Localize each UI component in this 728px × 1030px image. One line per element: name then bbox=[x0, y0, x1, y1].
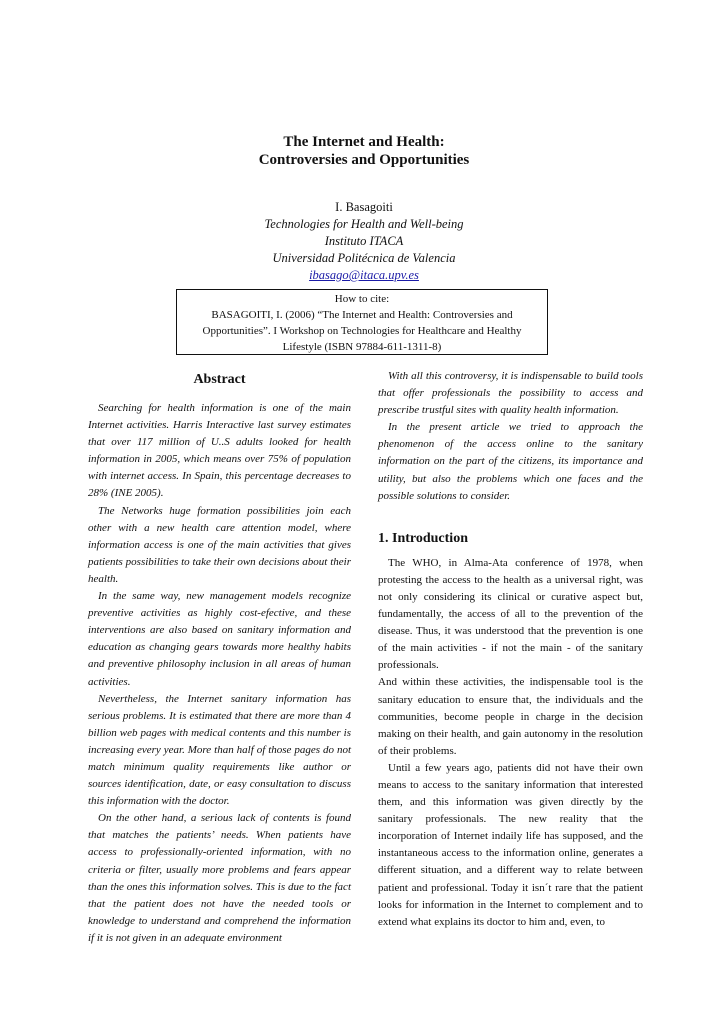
introduction-body bbox=[378, 555, 643, 931]
abstract-continued bbox=[378, 368, 643, 505]
citation-box bbox=[176, 289, 548, 355]
abstract-paragraph-6: With all this controversy, it is indispensable to build tools that offer professionals the possibility to access and prescribe trustful sites with quality health information. bbox=[378, 370, 643, 417]
abstract-body bbox=[88, 400, 351, 947]
abstract-paragraph-7: In the present article we tried to approach the phenomenon of the access online to the sanitary information on the part of the citizens, its importance and utility, but also the problems which one faces and the possible solutions to consider. bbox=[378, 421, 643, 502]
citation-line-2: Opportunities”. I Workshop on Technologies for Healthcare and Healthy bbox=[202, 325, 522, 337]
abstract-paragraph-5: On the other hand, a serious lack of contents is found that matches the patients’ needs. When patients have access to professionally-oriented information, with no criteria or filter, usually more problems and fears appear than the ones this information solves. This is due to the fact that the patient does not have the needed tools or knowledge to understand and comprehend the information if it is not given in an adequate environment bbox=[88, 812, 351, 944]
affiliation-line-3: Universidad Politécnica de Valencia bbox=[272, 251, 456, 265]
introduction-heading: 1. Introduction bbox=[378, 530, 468, 546]
left-column bbox=[88, 370, 351, 947]
affiliation-line-1: Technologies for Health and Well-being bbox=[264, 217, 464, 231]
citation-line-1: BASAGOITI, I. (2006) “The Internet and Health: Controversies and bbox=[211, 309, 513, 321]
intro-paragraph-1: The WHO, in Alma-Ata conference of 1978, when protesting the access to the health as a universal right, was not only considering its clinical or curative aspect but, fundamentally, the access of all to the prevention of the disease. Thus, it was understood that the prevention is one of the main activities - if not the main - of the sanitary professionals. bbox=[378, 556, 643, 672]
paper-title-line-2: Controversies and Opportunities bbox=[258, 152, 470, 168]
abstract-paragraph-4: Nevertheless, the Internet sanitary information has serious problems. It is estimated that there are more than 4 billion web pages with medical contents and this number is increasing every year. More than half of those pages do not match minimum quality requirements like author or sources identification, date, or easy consultation to discuss this information with the doctor. bbox=[88, 692, 351, 808]
citation-heading: How to cite: bbox=[334, 293, 390, 305]
abstract-heading: Abstract bbox=[193, 372, 246, 387]
abstract-paragraph-3: In the same way, new management models recognize preventive activities as highly cost-efective, and these interventions are also based on sanitary information and education as changing gears towards more healthy habits and preventive philosophy inclusion in all areas of human activities. bbox=[88, 590, 351, 688]
right-column bbox=[378, 368, 643, 931]
intro-paragraph-3: Until a few years ago, patients did not have their own means to access to the sanitary information that interested them, and this information was given directly by the sanitary professionals. The new reality that the incorporation of Internet indaily life has supposed, and the instantaneous access to the information online, generates a different situation, and a different way to relate between patient and professional. Today it isn´t rare that the patient looks for information in the Internet to complement and to extend what explains its doctor to him and, even, to bbox=[378, 761, 643, 928]
paper-title-line-1: The Internet and Health: bbox=[283, 134, 445, 150]
citation-line-3: Lifestyle (ISBN 97884-611-1311-8) bbox=[282, 341, 442, 353]
abstract-paragraph-2: The Networks huge formation possibilities join each other with a new health care attention model, where information access is one of the main activities that gives patients possibilities to take their own decisions about their health. bbox=[88, 504, 351, 585]
author-name: I. Basagoiti bbox=[335, 200, 393, 214]
intro-paragraph-2: And within these activities, the indispensable tool is the sanitary education to ensure that, the individuals and the communities, become people in charge in the decision making on their health, and gain autonomy in the resolution of their problems. bbox=[378, 676, 643, 757]
author-block bbox=[0, 199, 728, 284]
author-email-link[interactable]: ibasago@itaca.upv.es bbox=[309, 268, 419, 282]
abstract-paragraph-1: Searching for health information is one of the main Internet activities. Harris Interactive last survey estimates that over 117 million of U..S adults looked for health information in 2005, which means over 75% of population with internet access. In Spain, this percentage decreases to 28% (INE 2005). bbox=[88, 402, 351, 500]
affiliation-line-2: Instituto ITACA bbox=[324, 234, 404, 248]
